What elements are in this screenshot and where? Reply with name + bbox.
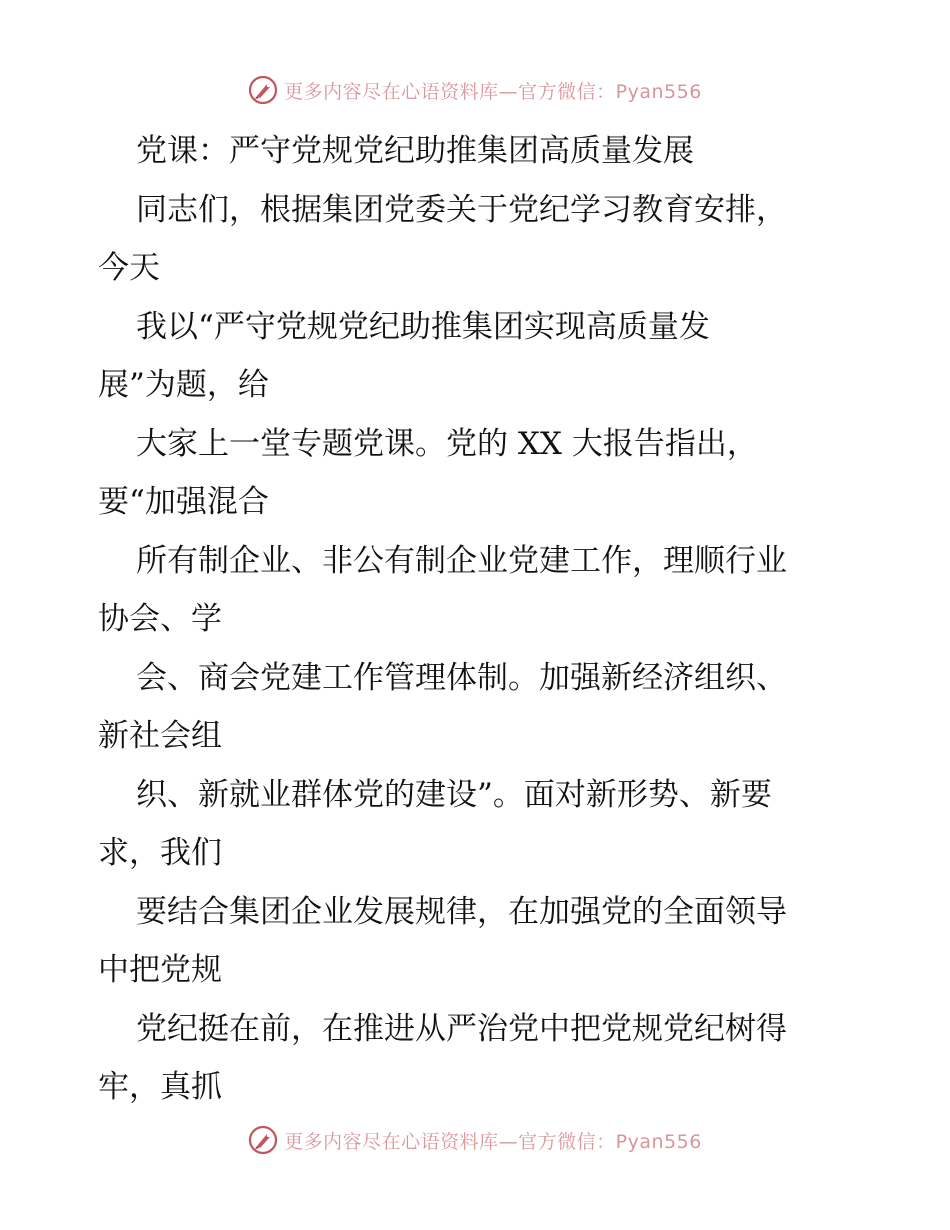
document-line: 今天 [98,250,160,286]
document-line: 协会、学 [98,601,222,637]
footer-watermark [0,1120,950,1160]
fountain-pen-seal-icon [248,75,278,105]
document-line: 我以“严守党规党纪助推集团实现高质量发 [136,308,710,345]
fountain-pen-seal-icon [248,1125,278,1155]
document-line: 要结合集团企业发展规律，在加强党的全面领导 [136,893,787,930]
document-line: 新社会组 [98,718,222,754]
watermark-text: 更多内容尽在心语资料库—官方微信：Pyan556 [284,80,702,103]
watermark-text: 更多内容尽在心语资料库—官方微信：Pyan556 [284,1130,702,1153]
document-line: 党课：严守党规党纪助推集团高质量发展 [136,133,694,169]
document-line: 同志们，根据集团党委关于党纪学习教育安排， [136,191,787,228]
document-line: 中把党规 [98,952,222,988]
document-line: 展”为题，给 [98,367,269,403]
document-line: 要“加强混合 [98,484,269,520]
document-line: 织、新就业群体党的建设”。面对新形势、新要 [136,776,772,813]
document-line: 大家上一堂专题党课。党的 XX 大报告指出， [136,425,758,462]
header-watermark [0,70,950,110]
document-line: 会、商会党建工作管理体制。加强新经济组织、 [136,659,787,696]
document-line: 牢，真抓 [98,1069,222,1105]
document-line: 所有制企业、非公有制企业党建工作，理顺行业 [136,542,787,579]
document-body [98,122,858,1117]
document-line: 党纪挺在前，在推进从严治党中把党规党纪树得 [136,1010,787,1047]
document-line: 求，我们 [98,835,222,871]
